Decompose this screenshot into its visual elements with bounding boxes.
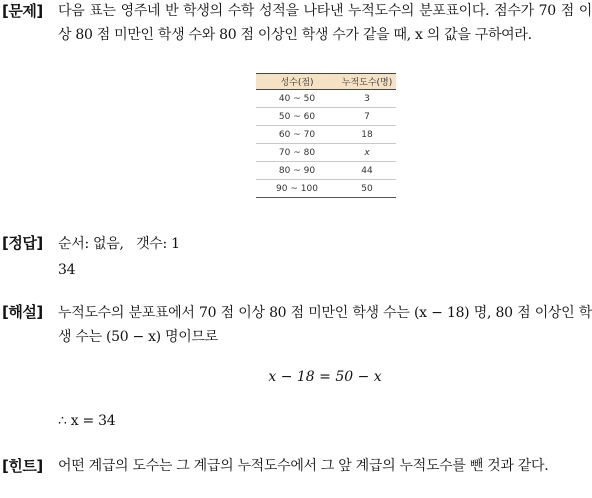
cumulative-count-cell: 50 xyxy=(338,180,396,198)
explanation-equation: x − 18 = 50 − x xyxy=(268,369,382,385)
table-row xyxy=(256,162,396,180)
cumulative-count-cell: 44 xyxy=(338,162,396,180)
cumulative-frequency-table xyxy=(256,73,396,198)
explanation-conclusion: ∴ x = 34 xyxy=(58,413,116,429)
cumulative-count-cell: x xyxy=(338,144,396,162)
hint-label: [힌트] xyxy=(2,457,43,475)
score-range-cell: 90 ~ 100 xyxy=(256,180,338,198)
table-row xyxy=(256,180,396,198)
answer-value: 34 xyxy=(58,262,76,278)
table-row xyxy=(256,90,396,108)
table-row xyxy=(256,108,396,126)
table-row xyxy=(256,126,396,144)
explanation-label: [해설] xyxy=(2,303,43,321)
hint-text: 어떤 계급의 도수는 그 계급의 누적도수에서 그 앞 계급의 누적도수를 뺀 것과 같다. xyxy=(58,458,549,474)
cumulative-count-cell: 3 xyxy=(338,90,396,108)
score-range-cell: 80 ~ 90 xyxy=(256,162,338,180)
explanation-text: 누적도수의 분포표에서 70 점 이상 80 점 미만인 학생 수는 (x − 18) 명, 80 점 이상인 학생 수는 (50 − x) 명이므로 xyxy=(58,305,592,345)
cumulative-count-cell: 7 xyxy=(338,108,396,126)
score-header: 성수(점) xyxy=(256,74,338,90)
cumulative-frequency-header: 누적도수(명) xyxy=(338,74,396,90)
answer-order-count: 순서: 없음, 갯수: 1 xyxy=(58,236,180,252)
cumulative-count-cell: 18 xyxy=(338,126,396,144)
table-row xyxy=(256,144,396,162)
score-range-cell: 60 ~ 70 xyxy=(256,126,338,144)
score-range-cell: 50 ~ 60 xyxy=(256,108,338,126)
score-range-cell: 40 ~ 50 xyxy=(256,90,338,108)
problem-text: 다음 표는 영주네 반 학생의 수학 성적을 나타낸 누적도수의 분포표이다. 점수가 70 점 이상 80 점 미만인 학생 수와 80 점 이상인 학생 수가 같을 때, x 의 값을 구하여라. xyxy=(58,3,592,43)
answer-label: [정답] xyxy=(2,234,43,252)
table-header-row xyxy=(256,74,396,90)
score-range-cell: 70 ~ 80 xyxy=(256,144,338,162)
problem-label: [문제] xyxy=(2,2,43,20)
